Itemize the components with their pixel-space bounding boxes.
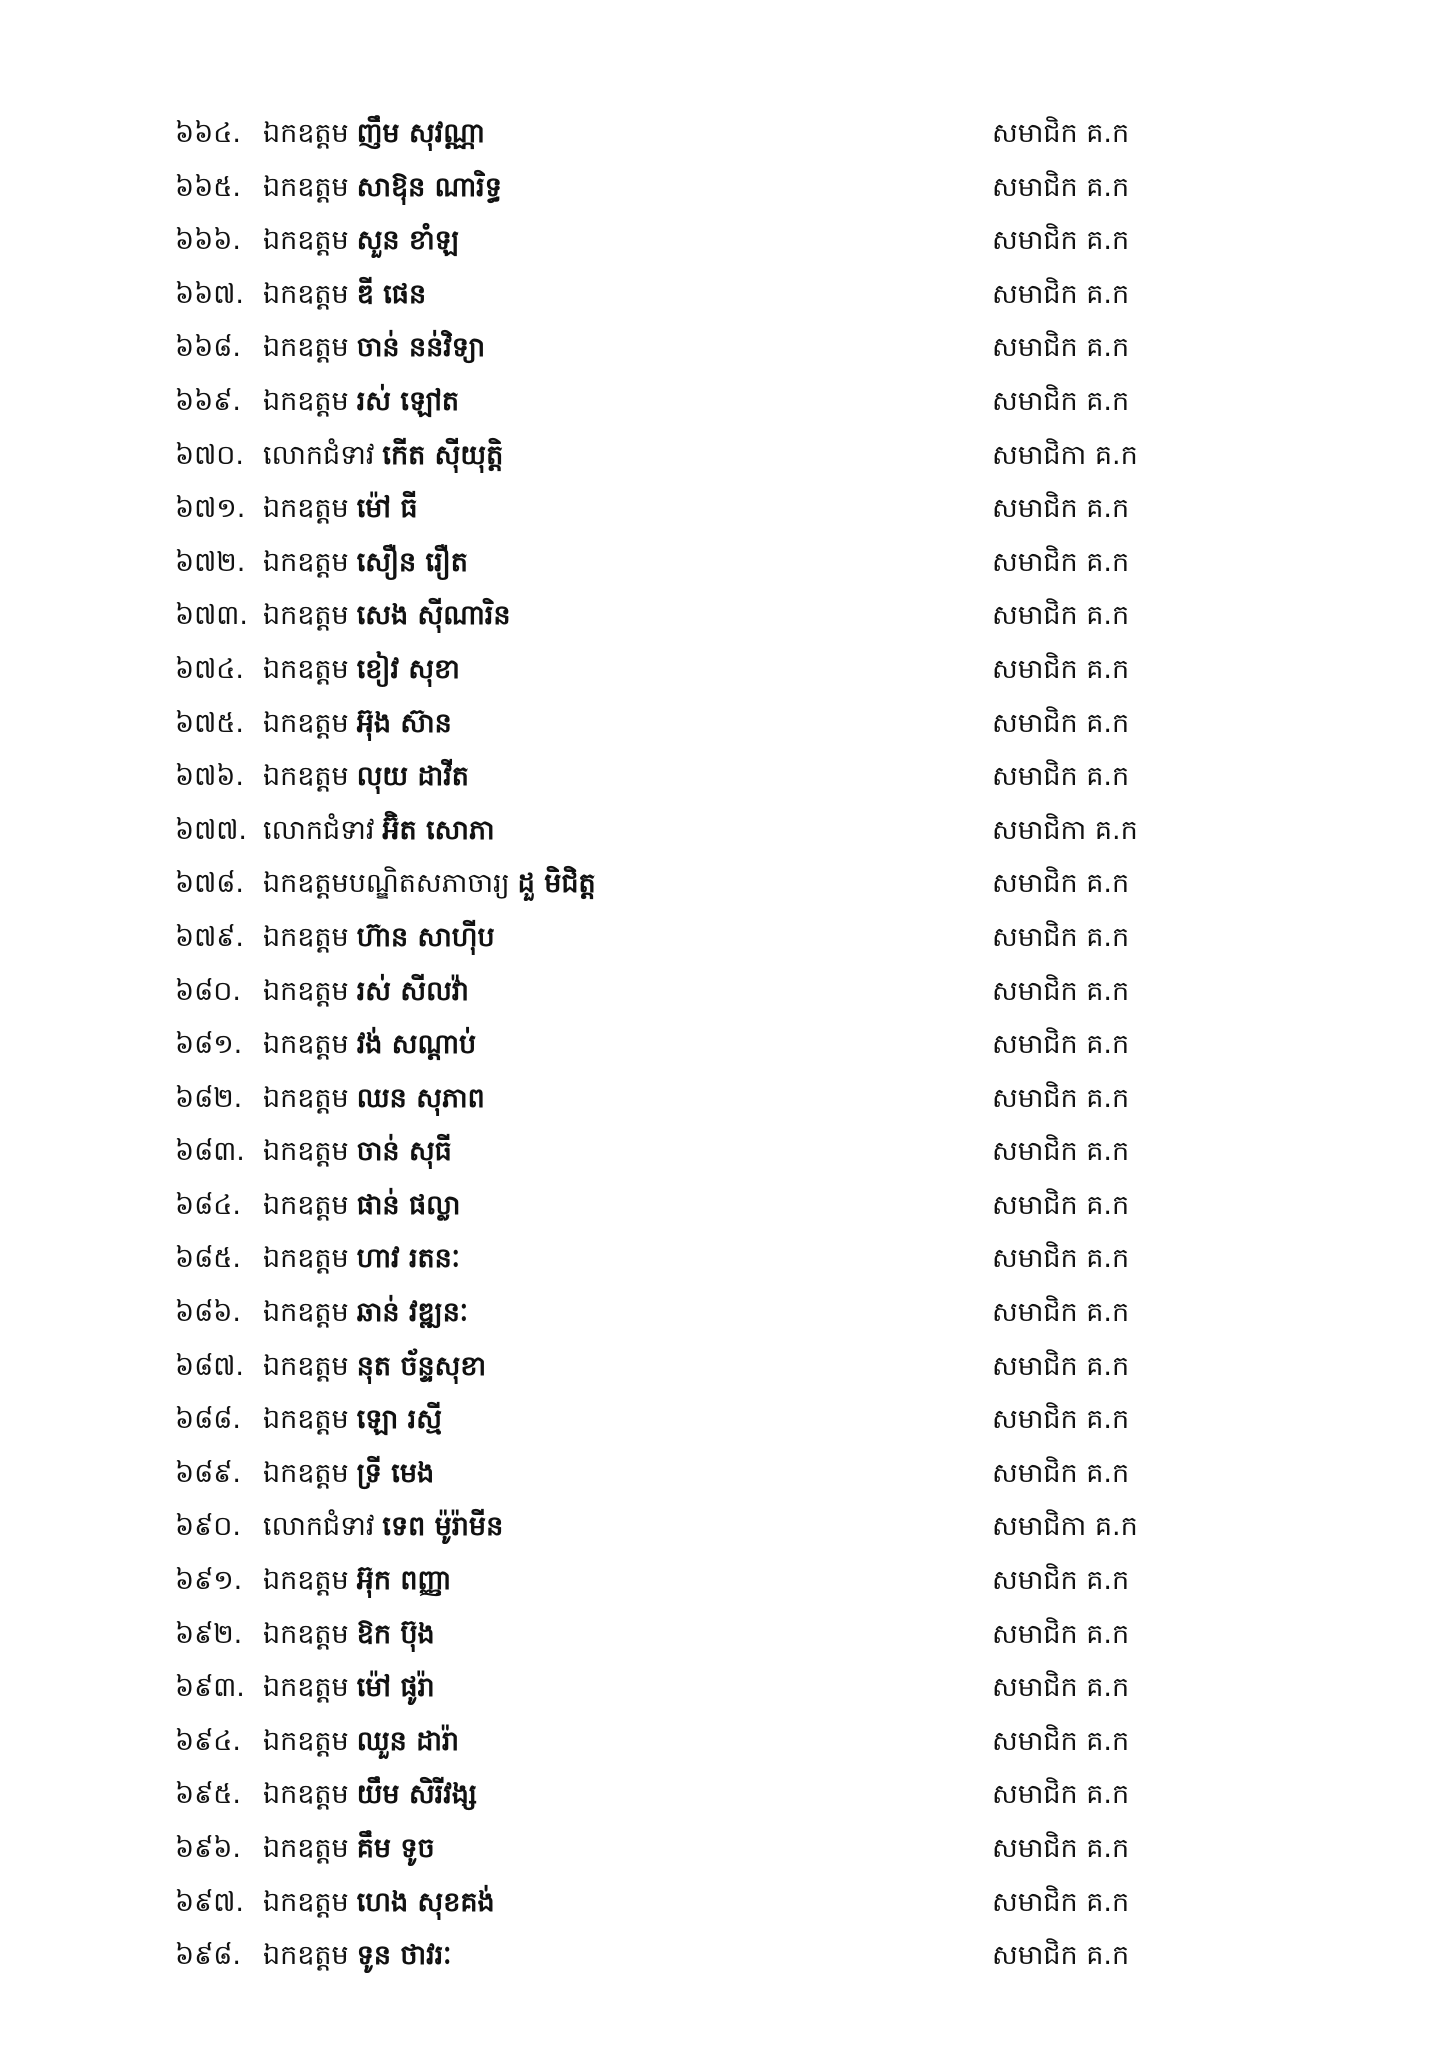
honorific-title: ឯកឧត្តម — [263, 1565, 349, 1597]
member-name: ដួ មិជិត្ត — [517, 868, 596, 900]
member-name: ខៀវ សុខា — [356, 653, 460, 685]
honorific-and-name — [263, 277, 426, 313]
honorific-and-name — [263, 1456, 434, 1492]
honorific-title: ឯកឧត្តម — [263, 1082, 349, 1114]
member-name: អ៊ុង ស៊ាន — [356, 707, 452, 739]
item-number: ៦៨៩. — [175, 1457, 241, 1489]
member-role: សមាជិកា គ.ក — [992, 439, 1138, 471]
honorific-title: ឯកឧត្តម — [263, 225, 349, 257]
member-name: លុយ ដាវីត — [356, 761, 469, 793]
member-role: សមាជិក គ.ក — [992, 1886, 1130, 1918]
honorific-and-name — [263, 920, 495, 956]
honorific-and-name — [263, 1885, 495, 1921]
list-item — [0, 1126, 1448, 1180]
member-role: សមាជិក គ.ក — [992, 921, 1130, 953]
member-name: ចាន់ សុធី — [356, 1136, 452, 1168]
member-name: ទូន ថាវរៈ — [356, 1940, 452, 1972]
item-number: ៦៦៥. — [175, 171, 241, 203]
member-role: សមាជិក គ.ក — [992, 1243, 1130, 1275]
item-number: ៦៩៧. — [175, 1886, 244, 1918]
honorific-and-name — [263, 1670, 435, 1706]
honorific-and-name — [263, 1188, 460, 1224]
member-role: សមាជិក គ.ក — [992, 1297, 1130, 1329]
member-role: សមាជិក គ.ក — [992, 761, 1130, 793]
item-number: ៦៧៨. — [175, 868, 244, 900]
list-item — [0, 215, 1448, 269]
honorific-and-name — [263, 759, 469, 795]
member-role: សមាជិក គ.ក — [992, 1404, 1130, 1436]
list-item — [0, 644, 1448, 698]
member-name: វង់ សណ្ដាប់ — [356, 1029, 477, 1061]
member-role: សមាជិក គ.ក — [992, 1940, 1130, 1972]
list-item — [0, 966, 1448, 1020]
member-name: ហេង សុខគង់ — [356, 1886, 495, 1918]
honorific-and-name — [263, 1509, 503, 1545]
list-item — [0, 1662, 1448, 1716]
list-item — [0, 1073, 1448, 1127]
member-name: សួន ខាំឡ — [356, 225, 460, 257]
member-role: សមាជិក គ.ក — [992, 1457, 1130, 1489]
member-name: អ៊ិត សោភា — [382, 814, 495, 846]
member-name: ហ៊ាន សាហ៊ីប — [356, 921, 495, 953]
item-number: ៦៩៣. — [175, 1672, 245, 1704]
honorific-and-name — [263, 330, 485, 366]
honorific-and-name — [263, 170, 502, 206]
member-name: ឈន សុភាព — [356, 1082, 485, 1114]
item-number: ៦៩០. — [175, 1511, 241, 1543]
item-number: ៦៨២. — [175, 1082, 243, 1114]
item-number: ៦៨១. — [175, 1029, 243, 1061]
item-number: ៦៨៧. — [175, 1350, 244, 1382]
honorific-title: ឯកឧត្តម — [263, 1136, 349, 1168]
item-number: ៦៩១. — [175, 1565, 243, 1597]
list-item — [0, 483, 1448, 537]
member-role: សមាជិក គ.ក — [992, 385, 1130, 417]
list-item — [0, 430, 1448, 484]
list-item — [0, 162, 1448, 216]
list-item — [0, 805, 1448, 859]
item-number: ៦៦៦. — [175, 225, 241, 257]
honorific-title: ឯកឧត្តម — [263, 1940, 349, 1972]
member-role: សមាជិក គ.ក — [992, 493, 1130, 525]
list-item — [0, 1448, 1448, 1502]
member-name: ម៉ៅ ផូរ៉ា — [356, 1672, 435, 1704]
honorific-and-name — [263, 1134, 452, 1170]
item-number: ៦៨៨. — [175, 1404, 241, 1436]
honorific-and-name — [263, 652, 460, 688]
item-number: ៦៩២. — [175, 1618, 243, 1650]
honorific-and-name — [263, 116, 485, 152]
list-item — [0, 912, 1448, 966]
honorific-and-name — [263, 384, 459, 420]
member-name: ញឹម សុវណ្ណា — [356, 118, 485, 149]
item-number: ៦៧៦. — [175, 761, 244, 793]
honorific-title: ឯកឧត្តម — [263, 1029, 349, 1061]
member-role: សមាជិក គ.ក — [992, 1350, 1130, 1382]
item-number: ៦៨៥. — [175, 1243, 241, 1275]
list-item — [0, 698, 1448, 752]
honorific-and-name — [263, 1831, 435, 1867]
list-item — [0, 269, 1448, 323]
honorific-title: ឯកឧត្តម — [263, 1833, 349, 1864]
member-role: សមាជិក គ.ក — [992, 707, 1130, 739]
member-name: ទ្រី មេង — [356, 1457, 435, 1489]
honorific-title: ឯកឧត្តម — [263, 1618, 349, 1650]
honorific-and-name — [263, 813, 495, 849]
list-item — [0, 1609, 1448, 1663]
item-number: ៦៦៨. — [175, 332, 241, 364]
member-role: សមាជិក គ.ក — [992, 1029, 1130, 1061]
honorific-title: ឯកឧត្តម — [263, 1672, 349, 1704]
honorific-title: ឯកឧត្តម — [263, 1725, 349, 1757]
item-number: ៦៩៤. — [175, 1725, 241, 1757]
item-number: ៦៧០. — [175, 439, 244, 471]
honorific-title: ឯកឧត្តម — [263, 1457, 349, 1489]
member-role: សមាជិក គ.ក — [992, 1618, 1130, 1650]
honorific-title: ឯកឧត្តម — [263, 493, 349, 525]
item-number: ៦៧៧. — [175, 814, 247, 846]
honorific-and-name — [263, 438, 503, 474]
list-item — [0, 1394, 1448, 1448]
honorific-title: ឯកឧត្តម — [263, 1886, 349, 1918]
member-name: ឱក ប៊ុង — [356, 1618, 435, 1650]
honorific-title: ឯកឧត្តម — [263, 171, 349, 203]
item-number: ៦៧២. — [175, 546, 246, 578]
honorific-title: ឯកឧត្តម — [263, 975, 349, 1007]
list-item — [0, 1233, 1448, 1287]
honorific-title: លោកជំទាវ — [263, 1511, 375, 1543]
honorific-and-name — [263, 223, 459, 259]
honorific-title: ឯកឧត្តម — [263, 332, 349, 364]
item-number: ៦៦៧. — [175, 278, 244, 310]
honorific-title: ឯកឧត្តម — [263, 1779, 349, 1811]
list-item — [0, 537, 1448, 591]
honorific-title: ឯកឧត្តម — [263, 707, 349, 739]
item-number: ៦៩៦. — [175, 1833, 241, 1864]
member-role: សមាជិក គ.ក — [992, 1725, 1130, 1757]
honorific-and-name — [263, 1563, 451, 1599]
member-role: សមាជិក គ.ក — [992, 1565, 1130, 1597]
member-role: សមាជិក គ.ក — [992, 1672, 1130, 1704]
honorific-and-name — [263, 1402, 442, 1438]
member-role: សមាជិក គ.ក — [992, 600, 1130, 632]
honorific-title: ឯកឧត្តម — [263, 653, 349, 685]
honorific-and-name — [263, 1349, 486, 1385]
member-role: សមាជិក គ.ក — [992, 1136, 1130, 1168]
honorific-and-name — [263, 706, 452, 742]
list-item — [0, 1555, 1448, 1609]
member-name: សឿន រឿត — [356, 546, 468, 578]
honorific-title: ឯកឧត្តម — [263, 385, 349, 417]
honorific-and-name — [263, 1027, 476, 1063]
member-name: ម៉ៅ ធី — [356, 493, 418, 525]
member-name: កើត ស៊ីយុត្តិ — [382, 439, 504, 471]
member-role: សមាជិក គ.ក — [992, 653, 1130, 685]
list-item — [0, 1769, 1448, 1823]
list-item — [0, 751, 1448, 805]
member-name: ចាន់ នន់វិទ្យា — [356, 332, 486, 364]
honorific-title: ឯកឧត្តម — [263, 600, 349, 632]
honorific-and-name — [263, 1617, 435, 1653]
list-item — [0, 1823, 1448, 1877]
item-number: ៦៨៦. — [175, 1297, 241, 1329]
honorific-title: លោកជំទាវ — [263, 439, 375, 471]
item-number: ៦៧៣. — [175, 600, 248, 632]
member-name: យឹម សិរីវង្ស — [356, 1779, 477, 1811]
honorific-and-name — [263, 1724, 459, 1760]
honorific-title: ឯកឧត្តម — [263, 1243, 349, 1275]
member-role: សមាជិកា គ.ក — [992, 814, 1138, 846]
member-role: សមាជិក គ.ក — [992, 546, 1130, 578]
member-name: រស់ ឡៅត — [356, 385, 460, 417]
list-item — [0, 590, 1448, 644]
member-role: សមាជិក គ.ក — [992, 278, 1130, 310]
member-name: ឡោ រស្មី — [356, 1404, 442, 1436]
member-name: សាឱុន ណារិទ្ធ — [356, 171, 502, 203]
member-role: សមាជិក គ.ក — [992, 975, 1130, 1007]
item-number: ៦៩៥. — [175, 1779, 241, 1811]
member-role: សមាជិក គ.ក — [992, 1833, 1130, 1864]
honorific-title: ឯកឧត្តម — [263, 761, 349, 793]
member-name: ផាន់ ផល្លា — [356, 1189, 461, 1221]
member-role: សមាជិក គ.ក — [992, 1082, 1130, 1114]
honorific-and-name — [263, 1938, 451, 1974]
member-role: សមាជិក គ.ក — [992, 171, 1130, 203]
honorific-title: ឯកឧត្តម — [263, 118, 349, 149]
member-name: សេង ស៊ីណារិន — [356, 600, 511, 632]
honorific-title: ឯកឧត្តម — [263, 278, 349, 310]
list-item — [0, 1716, 1448, 1770]
honorific-and-name — [263, 974, 469, 1010]
list-item — [0, 1877, 1448, 1931]
honorific-and-name — [263, 1295, 468, 1331]
item-number: ៦៨៤. — [175, 1189, 241, 1221]
item-number: ៦៧៥. — [175, 707, 244, 739]
list-item — [0, 322, 1448, 376]
honorific-and-name — [263, 491, 418, 527]
honorific-title: ឯកឧត្តម — [263, 1404, 349, 1436]
item-number: ៦៨៣. — [175, 1136, 245, 1168]
list-item — [0, 376, 1448, 430]
item-number: ៦៧៤. — [175, 653, 244, 685]
member-role: សមាជិក គ.ក — [992, 1189, 1130, 1221]
member-name: នុត ច័ន្ទសុខា — [356, 1350, 487, 1382]
list-item — [0, 858, 1448, 912]
honorific-title: ឯកឧត្តម — [263, 921, 349, 953]
member-name: ឈួន ដារ៉ា — [356, 1725, 460, 1757]
honorific-title: ឯកឧត្តម — [263, 1350, 349, 1382]
honorific-and-name — [263, 598, 510, 634]
honorific-and-name — [263, 1081, 485, 1117]
member-role: សមាជិក គ.ក — [992, 118, 1130, 149]
member-role: សមាជិក គ.ក — [992, 868, 1130, 900]
item-number: ៦៨០. — [175, 975, 241, 1007]
list-item — [0, 1287, 1448, 1341]
member-name: ឌី ផេន — [356, 278, 427, 310]
member-role: សមាជិកា គ.ក — [992, 1511, 1138, 1543]
member-role: សមាជិក គ.ក — [992, 1779, 1130, 1811]
list-item — [0, 1180, 1448, 1234]
honorific-title: ឯកឧត្តមបណ្ឌិតសភាចារ្យ — [263, 868, 510, 900]
list-item — [0, 108, 1448, 162]
member-name: គឹម ទូច — [356, 1833, 435, 1864]
member-name: ទេព ម៉ូរ៉ាមីន — [382, 1511, 504, 1543]
list-item — [0, 1930, 1448, 1984]
honorific-and-name — [263, 545, 468, 581]
member-name: រស់ សីលវ៉ា — [356, 975, 469, 1007]
item-number: ៦៧១. — [175, 493, 246, 525]
member-name: ហាវ រតនៈ — [356, 1243, 461, 1275]
member-role: សមាជិក គ.ក — [992, 225, 1130, 257]
honorific-and-name — [263, 866, 596, 902]
list-item — [0, 1341, 1448, 1395]
member-list — [0, 108, 1448, 1984]
honorific-title: ឯកឧត្តម — [263, 1297, 349, 1329]
honorific-and-name — [263, 1241, 460, 1277]
item-number: ៦៦៩. — [175, 385, 241, 417]
member-name: ឆាន់ វឌ្ឍនៈ — [356, 1297, 469, 1329]
list-item — [0, 1501, 1448, 1555]
list-item — [0, 1019, 1448, 1073]
member-name: អ៊ុក ពញ្ញា — [356, 1565, 452, 1597]
honorific-and-name — [263, 1777, 477, 1813]
item-number: ៦៦៤. — [175, 118, 241, 149]
item-number: ៦៧៩. — [175, 921, 244, 953]
member-role: សមាជិក គ.ក — [992, 332, 1130, 364]
item-number: ៦៩៨. — [175, 1940, 241, 1972]
honorific-title: លោកជំទាវ — [263, 814, 375, 846]
honorific-title: ឯកឧត្តម — [263, 1189, 349, 1221]
honorific-title: ឯកឧត្តម — [263, 546, 349, 578]
